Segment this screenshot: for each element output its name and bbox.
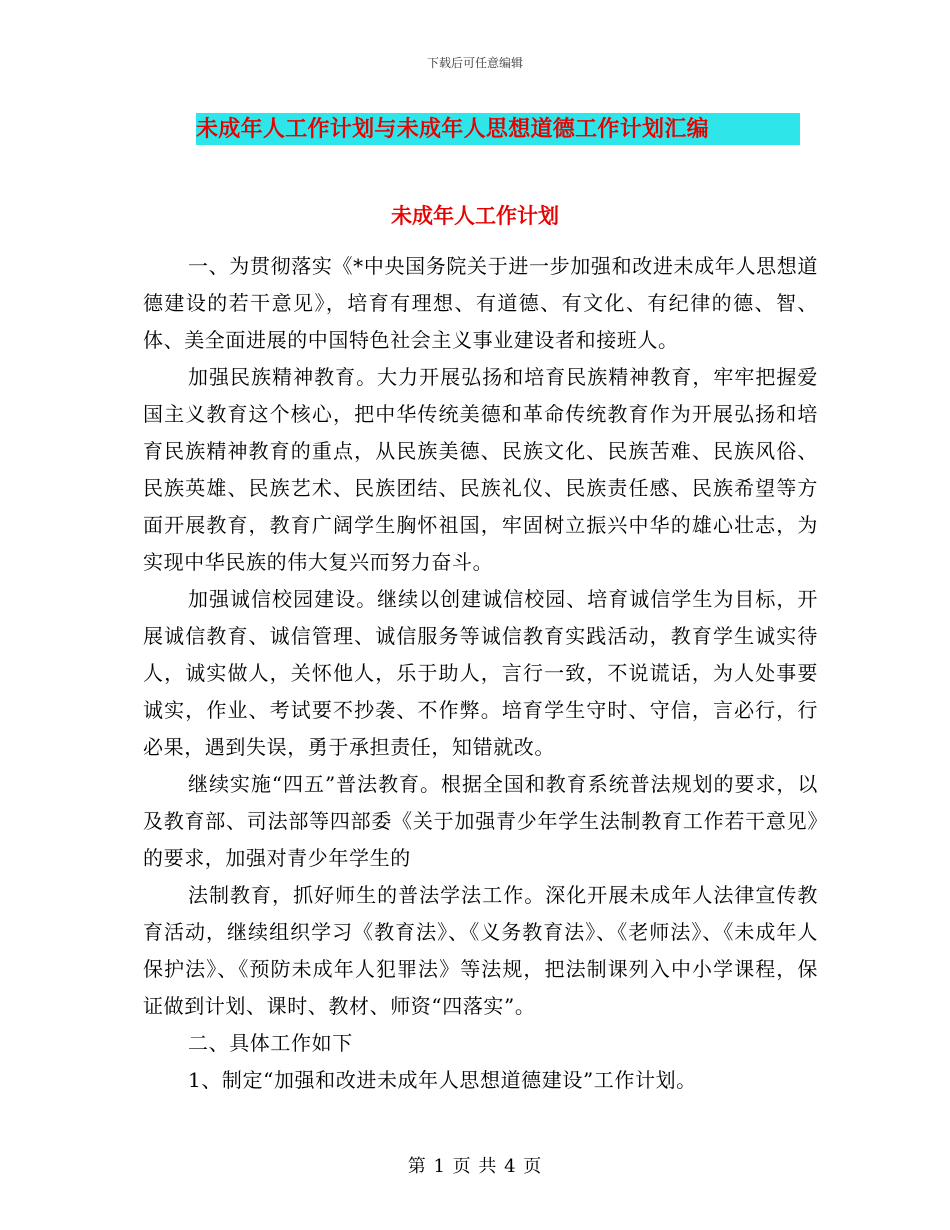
document-title-highlight: [196, 113, 800, 145]
document-title: 未成年人工作计划与未成年人思想道德工作计划汇编: [196, 116, 709, 142]
paragraph: 1、制定“加强和改进未成年人思想道德建设”工作计划。: [188, 1068, 697, 1092]
paragraph: 加强民族精神教育。大力开展弘扬和培育民族精神教育，牢牢把握爱国主义教育这个核心，把中华传统美德和革命传统教育作为开展弘扬和培育民族精神教育的重点，从民族美德、民族文化、民族苦难、民族风俗、民族英雄、民族艺术、民族团结、民族礼仪、民族责任感、民族希望等方面开展教育，教育广阔学生胸怀祖国，牢固树立振兴中华的雄心壮志，为实现中华民族的伟大复兴而努力奋斗。: [143, 365, 818, 574]
document-body: [143, 248, 818, 1099]
paragraph: 加强诚信校园建设。继续以创建诚信校园、培育诚信学生为目标，开展诚信教育、诚信管理、诚信服务等诚信教育实践活动，教育学生诚实待人，诚实做人，关怀他人，乐于助人，言行一致，不说谎话，为人处事要诚实，作业、考试要不抄袭、不作弊。培育学生守时、守信，言必行，行必果，遇到失误，勇于承担责任，知错就改。: [143, 587, 818, 759]
paragraph: 法制教育，抓好师生的普法学法工作。深化开展未成年人法律宣传教育活动，继续组织学习《教育法》、《义务教育法》、《老师法》、《未成年人保护法》、《预防未成年人犯罪法》等法规，把法制课列入中小学课程，保证做到计划、课时、教材、师资“四落实”。: [143, 883, 818, 1018]
paragraph: 一、为贯彻落实《*中央国务院关于进一步加强和改进未成年人思想道德建设的若干意见》，培育有理想、有道德、有文化、有纪律的德、智、体、美全面进展的中国特色社会主义事业建设者和接班人。: [143, 254, 818, 352]
page-footer: 第 1 页 共 4 页: [407, 1156, 543, 1177]
paragraph: 二、具体工作如下: [188, 1031, 353, 1055]
section-title: 未成年人工作计划: [391, 203, 559, 228]
paragraph: 继续实施“四五”普法教育。根据全国和教育系统普法规划的要求，以及教育部、司法部等四部委《关于加强青少年学生法制教育工作若干意见》的要求，加强对青少年学生的: [143, 772, 818, 870]
header-note: 下载后可任意编辑: [426, 56, 523, 70]
